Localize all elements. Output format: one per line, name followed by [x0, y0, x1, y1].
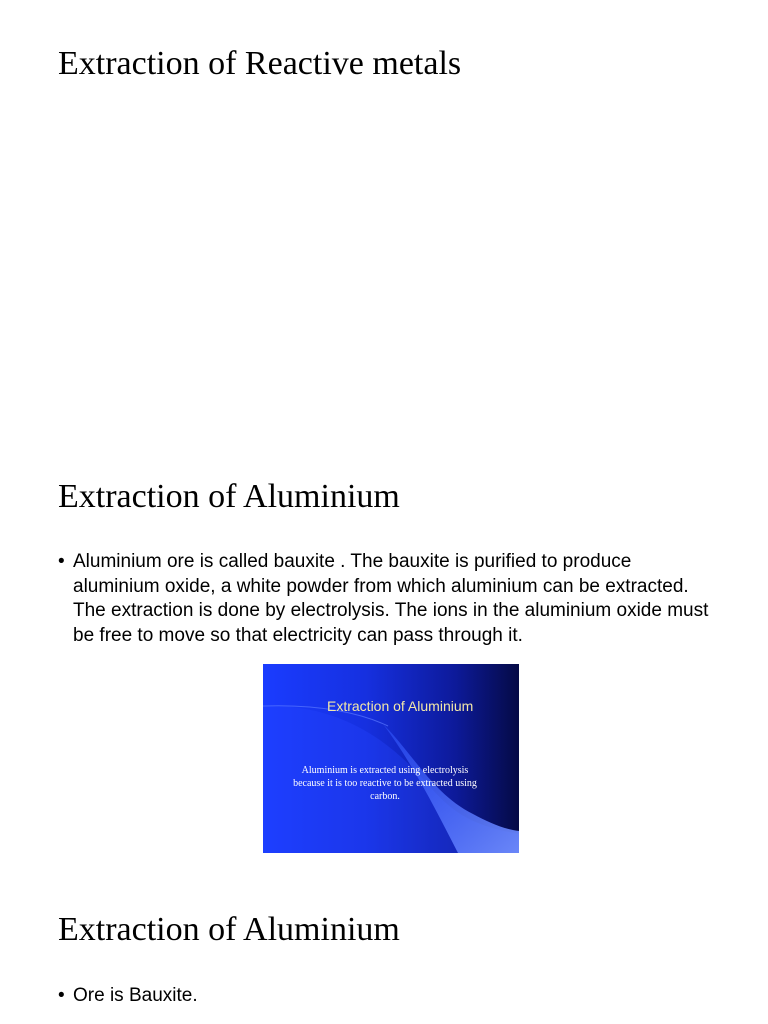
embedded-slide-image	[263, 664, 519, 853]
embedded-slide-title: Extraction of Aluminium	[327, 698, 474, 714]
section-title-aluminium: Extraction of Aluminium	[58, 478, 400, 515]
bullet-list	[58, 550, 718, 656]
list-item	[58, 984, 718, 1009]
section-title-aluminium-2: Extraction of Aluminium	[58, 911, 400, 948]
bullet-point-icon: •	[58, 551, 65, 572]
bullet-text: Ore is Bauxite.	[73, 985, 198, 1006]
page-title-reactive-metals: Extraction of Reactive metals	[58, 45, 462, 82]
bullet-list	[58, 984, 718, 1017]
bullet-text: Aluminium ore is called bauxite . The bauxite is purified to produce aluminium oxide, a white powder from which aluminium can be extracted. The extraction is done by electrolysis. The ions in the aluminium oxide must be free to move so that electricity can pass through it.	[73, 551, 709, 646]
embedded-slide-body: Aluminium is extracted using electrolysis because it is too reactive to be extracted using carbon.	[293, 765, 477, 802]
list-item	[58, 550, 718, 648]
bullet-point-icon: •	[58, 985, 65, 1006]
slide-swoosh-graphic	[263, 664, 519, 853]
